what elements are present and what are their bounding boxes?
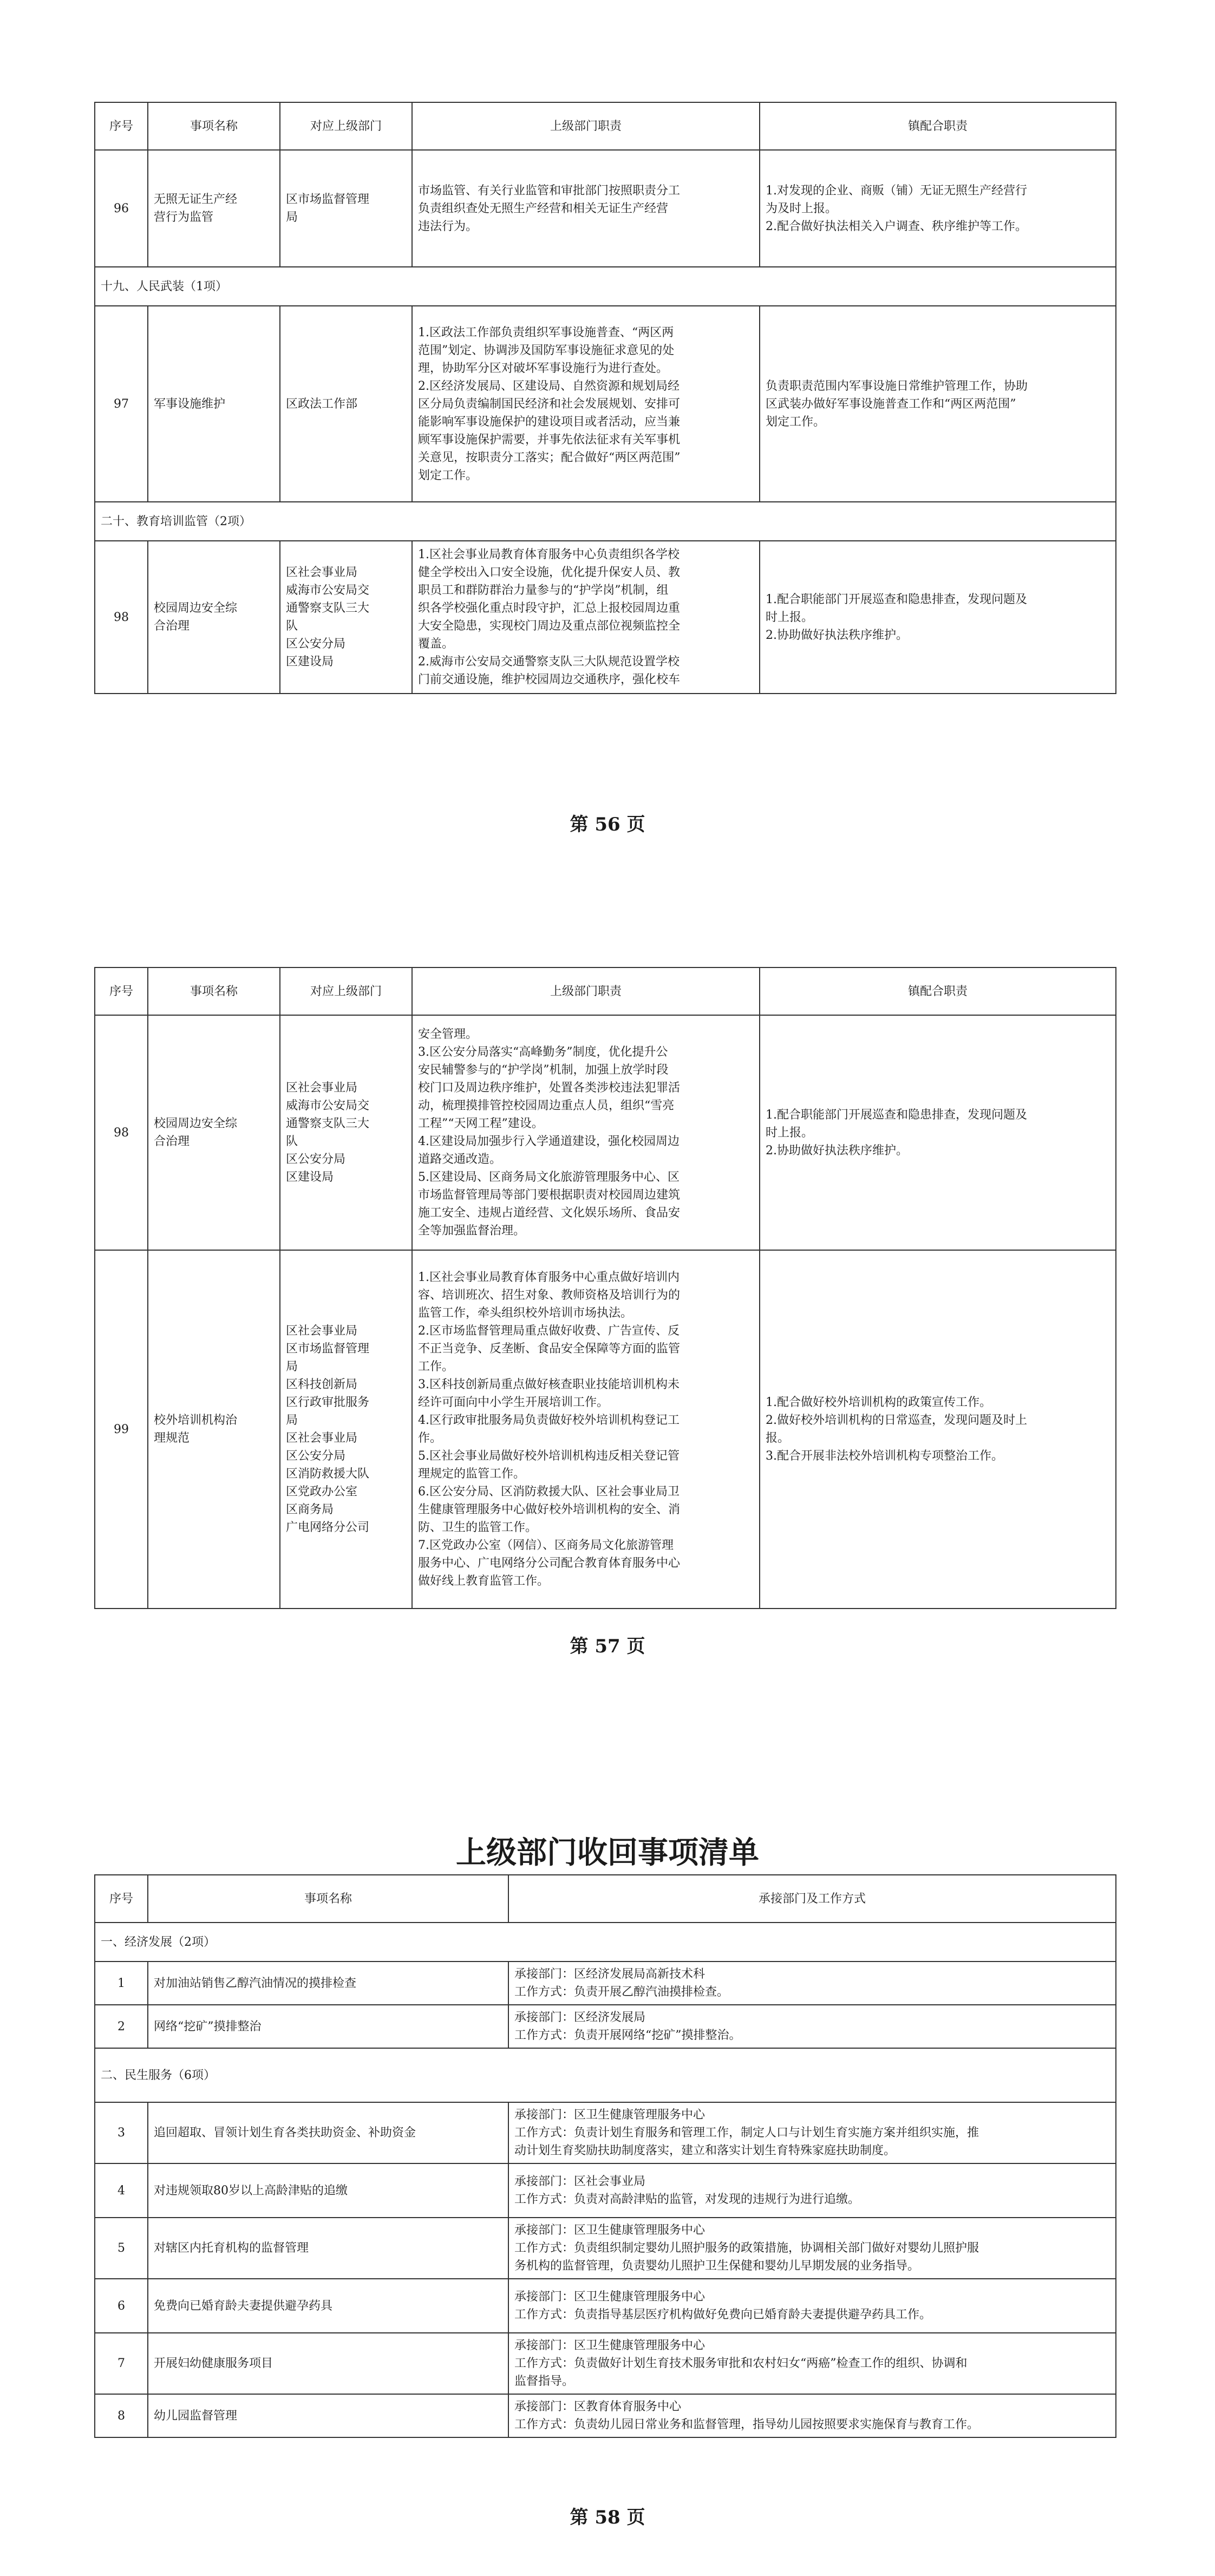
upper-department-duty: [412, 541, 760, 694]
cell-line: 2.威海市公安局交通警察支队三大队规范设置学校: [418, 655, 680, 669]
upper-department: [280, 1015, 412, 1250]
cell-line: 队: [286, 619, 298, 633]
upper-department-duty: [412, 1250, 760, 1609]
cell-line: 工作方式：负责计划生育服务和管理工作，制定人口与计划生育实施方案并组织实施，推: [514, 2126, 979, 2140]
column-header: 序号: [95, 967, 148, 1015]
page-number-58: 第 58 页: [570, 2507, 645, 2528]
item-number: 5: [95, 2218, 148, 2279]
cell-line: 5.区社会事业局做好校外培训机构违反相关登记管: [418, 1449, 680, 1463]
table-row: [95, 2102, 1116, 2163]
item-number: 99: [95, 1250, 148, 1609]
cell-line: 工作方式：负责幼儿园日常业务和监督管理，指导幼儿园按照要求实施保育与教育工作。: [514, 2418, 979, 2431]
cell-line: 监督指导。: [514, 2375, 574, 2388]
item-name: 对违规领取80岁以上高龄津贴的追缴: [148, 2163, 508, 2218]
column-header: 序号: [95, 1875, 148, 1923]
cell-line: 校园周边安全综: [154, 1117, 238, 1130]
item-number: 2: [95, 2005, 148, 2048]
cell-line: 安民辅警参与的“护学岗”机制，加强上放学时段: [418, 1063, 669, 1077]
cell-line: 工作方式：负责做好计划生育技术服务审批和农村妇女“两癌”检查工作的组织、协调和: [514, 2357, 968, 2370]
page-number-57: 第 57 页: [570, 1636, 645, 1657]
cell-line: 1.配合职能部门开展巡查和隐患排查，发现问题及: [766, 592, 1027, 606]
cell-line: 容、培训班次、招生对象、教师资格及培训行为的: [418, 1289, 681, 1302]
cell-line: 时上报。: [766, 1126, 814, 1140]
table-header: [95, 102, 1116, 150]
cell-line: 做好线上教育监管工作。: [418, 1574, 550, 1588]
town-cooperation-duty: [760, 1015, 1116, 1250]
cell-line: 工作方式：负责对高龄津贴的监管，对发现的违规行为进行追缴。: [514, 2193, 860, 2206]
cell-line: 覆盖。: [418, 637, 454, 651]
section-heading: 二十、教育培训监管（2项）: [95, 502, 1116, 541]
cell-line: 区商务局: [286, 1503, 334, 1516]
town-cooperation-duty: [760, 541, 1116, 694]
cell-line: 区社会事业局: [286, 566, 358, 579]
column-header: 上级部门职责: [412, 967, 760, 1015]
cell-line: 划定工作。: [418, 468, 478, 482]
header-row: [95, 967, 1116, 1015]
table-row: [95, 2163, 1116, 2218]
table-row: [95, 1250, 1116, 1609]
cell-line: 市场监督管理局等部门要根据职责对校园周边建筑: [418, 1188, 681, 1202]
cell-line: 承接部门：区经济发展局: [514, 2011, 646, 2024]
cell-line: 安全管理。: [418, 1028, 478, 1041]
duty-table-page-56: [94, 102, 1116, 694]
item-number: 98: [95, 541, 148, 694]
table-header: [95, 967, 1116, 1015]
upper-department-duty: [412, 1015, 760, 1250]
cell-line: 工作方式：负责开展乙醇汽油摸排检查。: [514, 1985, 729, 1999]
town-cooperation-duty: [760, 150, 1116, 267]
item-number: 6: [95, 2279, 148, 2333]
list-title: 上级部门收回事项清单: [456, 1835, 759, 1871]
cell-line: 承接部门：区社会事业局: [514, 2175, 646, 2188]
section-heading: 一、经济发展（2项）: [95, 1923, 1116, 1962]
cell-line: 织各学校强化重点时段守护，汇总上报校园周边重: [418, 601, 681, 615]
cell-line: 承接部门：区教育体育服务中心: [514, 2400, 682, 2414]
cell-line: 1.配合职能部门开展巡查和隐患排查，发现问题及: [766, 1108, 1027, 1122]
cell-line: 局: [286, 211, 298, 224]
item-name: [148, 306, 280, 502]
cell-line: 生健康管理服务中心做好校外培训机构的安全、消: [418, 1503, 681, 1516]
cell-line: 区市场监督管理: [286, 1342, 370, 1356]
cell-line: 区公安分局: [286, 1153, 346, 1166]
section-row: [95, 502, 1116, 541]
cell-line: 顾军事设施保护需要，并事先依法征求有关军事机: [418, 433, 681, 447]
table-row: [95, 1015, 1116, 1250]
table-row: [95, 541, 1116, 694]
item-number: 98: [95, 1015, 148, 1250]
cell-line: 7.区党政办公室（网信）、区商务局文化旅游管理: [418, 1539, 674, 1552]
cell-line: 区社会事业局: [286, 1081, 358, 1095]
cell-line: 门前交通设施，维护校园周边交通秩序，强化校车: [418, 673, 681, 687]
upper-department: [280, 150, 412, 267]
cell-line: 作。: [418, 1431, 442, 1445]
cell-line: 承接部门：区卫生健康管理服务中心: [514, 2290, 706, 2304]
item-number: 8: [95, 2394, 148, 2437]
recall-table: [94, 1874, 1116, 2438]
cell-line: 服务中心、广电网络分公司配合教育体育服务中心: [418, 1557, 681, 1570]
cell-line: 违法行为。: [418, 219, 478, 233]
receiving-department-and-method: [508, 2163, 1116, 2218]
cell-line: 区建设局: [286, 655, 334, 669]
item-number: 97: [95, 306, 148, 502]
item-name: [148, 150, 280, 267]
cell-line: 承接部门：区经济发展局高新技术科: [514, 1967, 706, 1981]
receiving-department-and-method: [508, 2102, 1116, 2163]
page-58: [94, 1874, 1115, 2438]
cell-line: 6.区公安分局、区消防救援大队、区社会事业局卫: [418, 1485, 680, 1499]
upper-department: [280, 306, 412, 502]
cell-line: 负责组织查处无照生产经营和相关无证生产经营: [418, 201, 669, 215]
column-header: 镇配合职责: [760, 102, 1116, 150]
item-number: 3: [95, 2102, 148, 2163]
cell-line: 1.区社会事业局教育体育服务中心负责组织各学校: [418, 548, 680, 561]
cell-line: 校门口及周边秩序维护，处置各类涉校违法犯罪活: [418, 1081, 681, 1095]
header-row: [95, 1875, 1116, 1923]
column-header: 镇配合职责: [760, 967, 1116, 1015]
cell-line: 施工安全、违规占道经营、文化娱乐场所、食品安: [418, 1206, 681, 1220]
column-header: 上级部门职责: [412, 102, 760, 150]
header-row: [95, 102, 1116, 150]
cell-line: 工作方式：负责组织制定婴幼儿照护服务的政策措施，协调相关部门做好对婴幼儿照护服: [514, 2241, 979, 2255]
table-row: [95, 150, 1116, 267]
cell-line: 无照无证生产经: [154, 193, 238, 206]
cell-line: 健全学校出入口安全设施，优化提升保安人员、教: [418, 566, 681, 579]
cell-line: 防、卫生的监管工作。: [418, 1521, 538, 1534]
cell-line: 为及时上报。: [766, 201, 838, 215]
table-row: [95, 2218, 1116, 2279]
duty-table-page-57: [94, 967, 1116, 1609]
section-row: [95, 2048, 1116, 2102]
column-header: 对应上级部门: [280, 967, 412, 1015]
cell-line: 队: [286, 1135, 298, 1148]
cell-line: 时上报。: [766, 610, 814, 624]
cell-line: 威海市公安局交: [286, 584, 370, 597]
upper-department: [280, 541, 412, 694]
cell-line: 1.区社会事业局教育体育服务中心重点做好培训内: [418, 1271, 680, 1284]
town-cooperation-duty: [760, 1250, 1116, 1609]
column-header: 事项名称: [148, 1875, 508, 1923]
item-name: 开展妇幼健康服务项目: [148, 2333, 508, 2394]
cell-line: 通警察支队三大: [286, 1117, 370, 1130]
cell-line: 工作。: [418, 1360, 454, 1374]
section-row: [95, 1923, 1116, 1962]
cell-line: 合治理: [154, 619, 190, 633]
cell-line: 威海市公安局交: [286, 1099, 370, 1113]
cell-line: 局: [286, 1414, 298, 1427]
cell-line: 1.配合做好校外培训机构的政策宣传工作。: [766, 1396, 991, 1409]
cell-line: 校外培训机构治: [154, 1414, 238, 1427]
item-number: 96: [95, 150, 148, 267]
receiving-department-and-method: [508, 2279, 1116, 2333]
cell-line: 能影响军事设施保护的建设项目或者活动，应当兼: [418, 415, 681, 429]
item-name: [148, 541, 280, 694]
cell-line: 3.区科技创新局重点做好核查职业技能培训机构未: [418, 1378, 680, 1391]
cell-line: 工程”“天网工程”建设。: [418, 1117, 544, 1130]
table-row: [95, 2333, 1116, 2394]
table-header: [95, 1875, 1116, 1923]
receiving-department-and-method: [508, 2394, 1116, 2437]
cell-line: 承接部门：区卫生健康管理服务中心: [514, 2108, 706, 2122]
cell-line: 区建设局: [286, 1171, 334, 1184]
column-header: 序号: [95, 102, 148, 150]
cell-line: 区科技创新局: [286, 1378, 358, 1391]
table-row: [95, 2394, 1116, 2437]
cell-line: 区社会事业局: [286, 1431, 358, 1445]
cell-line: 2.区市场监督管理局重点做好收费、广告宣传、反: [418, 1324, 680, 1338]
cell-line: 5.区建设局、区商务局文化旅游管理服务中心、区: [418, 1171, 680, 1184]
cell-line: 工作方式：负责开展网络“挖矿”摸排整治。: [514, 2029, 741, 2042]
cell-line: 不正当竞争、反垄断、食品安全保障等方面的监管: [418, 1342, 681, 1356]
upper-department-duty: [412, 306, 760, 502]
cell-line: 通警察支队三大: [286, 601, 370, 615]
cell-line: 职员工和群防群治力量参与的“护学岗”机制，组: [418, 584, 669, 597]
receiving-department-and-method: [508, 1962, 1116, 2005]
table-row: [95, 2005, 1116, 2048]
cell-line: 3.区公安分局落实“高峰勤务”制度，优化提升公: [418, 1045, 668, 1059]
item-name: 追回超取、冒领计划生育各类扶助资金、补助资金: [148, 2102, 508, 2163]
cell-line: 2.配合做好执法相关入户调查、秩序维护等工作。: [766, 219, 1027, 233]
cell-line: 3.配合开展非法校外培训机构专项整治工作。: [766, 1449, 1003, 1463]
cell-line: 广电网络分公司: [286, 1521, 370, 1534]
section-row: [95, 267, 1116, 306]
cell-line: 区政法工作部: [286, 397, 358, 411]
section-heading: 二、民生服务（6项）: [95, 2048, 1116, 2102]
cell-line: 承接部门：区卫生健康管理服务中心: [514, 2339, 706, 2352]
item-number: 1: [95, 1962, 148, 2005]
upper-department: [280, 1250, 412, 1609]
column-header: 事项名称: [148, 967, 280, 1015]
cell-line: 报。: [766, 1431, 790, 1445]
item-name: 对辖区内托育机构的监督管理: [148, 2218, 508, 2279]
cell-line: 2.做好校外培训机构的日常巡查，发现问题及时上: [766, 1414, 1027, 1427]
cell-line: 划定工作。: [766, 415, 826, 429]
cell-line: 2.区经济发展局、区建设局、自然资源和规划局经: [418, 379, 680, 393]
cell-line: 1.对发现的企业、商贩（铺）无证无照生产经营行: [766, 184, 1027, 198]
cell-line: 4.区建设局加强步行入学通道建设，强化校园周边: [418, 1135, 680, 1148]
item-name: [148, 1015, 280, 1250]
cell-line: 局: [286, 1360, 298, 1374]
item-number: 4: [95, 2163, 148, 2218]
cell-line: 关意见，按职责分工落实；配合做好“两区两范围”: [418, 450, 681, 465]
page-number-56: 第 56 页: [570, 814, 645, 835]
cell-line: 区市场监督管理: [286, 193, 370, 206]
cell-line: 承接部门：区卫生健康管理服务中心: [514, 2224, 706, 2237]
upper-department-duty: [412, 150, 760, 267]
receiving-department-and-method: [508, 2005, 1116, 2048]
cell-line: 理规定的监管工作。: [418, 1467, 526, 1481]
cell-line: 区社会事业局: [286, 1324, 358, 1338]
item-name: 对加油站销售乙醇汽油情况的摸排检查: [148, 1962, 508, 2005]
column-header: 对应上级部门: [280, 102, 412, 150]
cell-line: 范围”划定、协调涉及国防军事设施征求意见的处: [418, 343, 675, 357]
cell-line: 负责职责范围内军事设施日常维护管理工作，协助: [766, 379, 1028, 393]
cell-line: 区公安分局: [286, 637, 346, 651]
cell-line: 1.区政法工作部负责组织军事设施普查、“两区两: [418, 325, 674, 339]
cell-line: 经许可面向中小学生开展培训工作。: [418, 1396, 609, 1409]
cell-line: 动，梳理摸排管控校园周边重点人员，组织“雪亮: [418, 1099, 675, 1113]
cell-line: 监管工作，牵头组织校外培训市场执法。: [418, 1306, 633, 1320]
item-name: 网络“挖矿”摸排整治: [148, 2005, 508, 2048]
table-row: [95, 1962, 1116, 2005]
page-57: [94, 967, 1115, 1609]
cell-line: 合治理: [154, 1135, 190, 1148]
cell-line: 务机构的监督管理，负责婴幼儿照护卫生保健和婴幼儿早期发展的业务指导。: [514, 2259, 920, 2273]
column-header: 承接部门及工作方式: [508, 1875, 1116, 1923]
town-cooperation-duty: [760, 306, 1116, 502]
item-name: 免费向已婚育龄夫妻提供避孕药具: [148, 2279, 508, 2333]
cell-line: 理规范: [154, 1431, 190, 1445]
item-number: 7: [95, 2333, 148, 2394]
cell-line: 区消防救援大队: [286, 1467, 370, 1481]
section-heading: 十九、人民武装（1项）: [95, 267, 1116, 306]
cell-line: 军事设施维护: [154, 397, 226, 411]
cell-line: 2.协助做好执法秩序维护。: [766, 1143, 908, 1158]
cell-line: 区公安分局: [286, 1449, 346, 1463]
item-name: 幼儿园监督管理: [148, 2394, 508, 2437]
cell-line: 工作方式：负责指导基层医疗机构做好免费向已婚育龄夫妻提供避孕药具工作。: [514, 2308, 932, 2322]
cell-line: 理，协助军分区对破坏军事设施行为进行查处。: [418, 361, 669, 375]
table-row: [95, 2279, 1116, 2333]
item-name: [148, 1250, 280, 1609]
cell-line: 区行政审批服务: [286, 1396, 370, 1409]
receiving-department-and-method: [508, 2218, 1116, 2279]
cell-line: 校园周边安全综: [154, 601, 238, 615]
cell-line: 营行为监管: [154, 211, 214, 224]
cell-line: 大安全隐患，实现校门周边及重点部位视频监控全: [418, 619, 681, 633]
cell-line: 市场监管、有关行业监管和审批部门按照职责分工: [418, 184, 681, 198]
cell-line: 区分局负责编制国民经济和社会发展规划、安排可: [418, 397, 681, 411]
receiving-department-and-method: [508, 2333, 1116, 2394]
page-56: [94, 102, 1115, 694]
column-header: 事项名称: [148, 102, 280, 150]
table-row: [95, 306, 1116, 502]
cell-line: 区武装办做好军事设施普查工作和“两区两范围”: [766, 397, 1016, 411]
cell-line: 4.区行政审批服务局负责做好校外培训机构登记工: [418, 1414, 680, 1427]
cell-line: 动计划生育奖励扶助制度落实，建立和落实计划生育特殊家庭扶助制度。: [514, 2144, 896, 2157]
cell-line: 区党政办公室: [286, 1485, 358, 1499]
cell-line: 2.协助做好执法秩序维护。: [766, 628, 908, 642]
cell-line: 道路交通改造。: [418, 1153, 502, 1166]
cell-line: 全等加强监督治理。: [418, 1224, 526, 1238]
